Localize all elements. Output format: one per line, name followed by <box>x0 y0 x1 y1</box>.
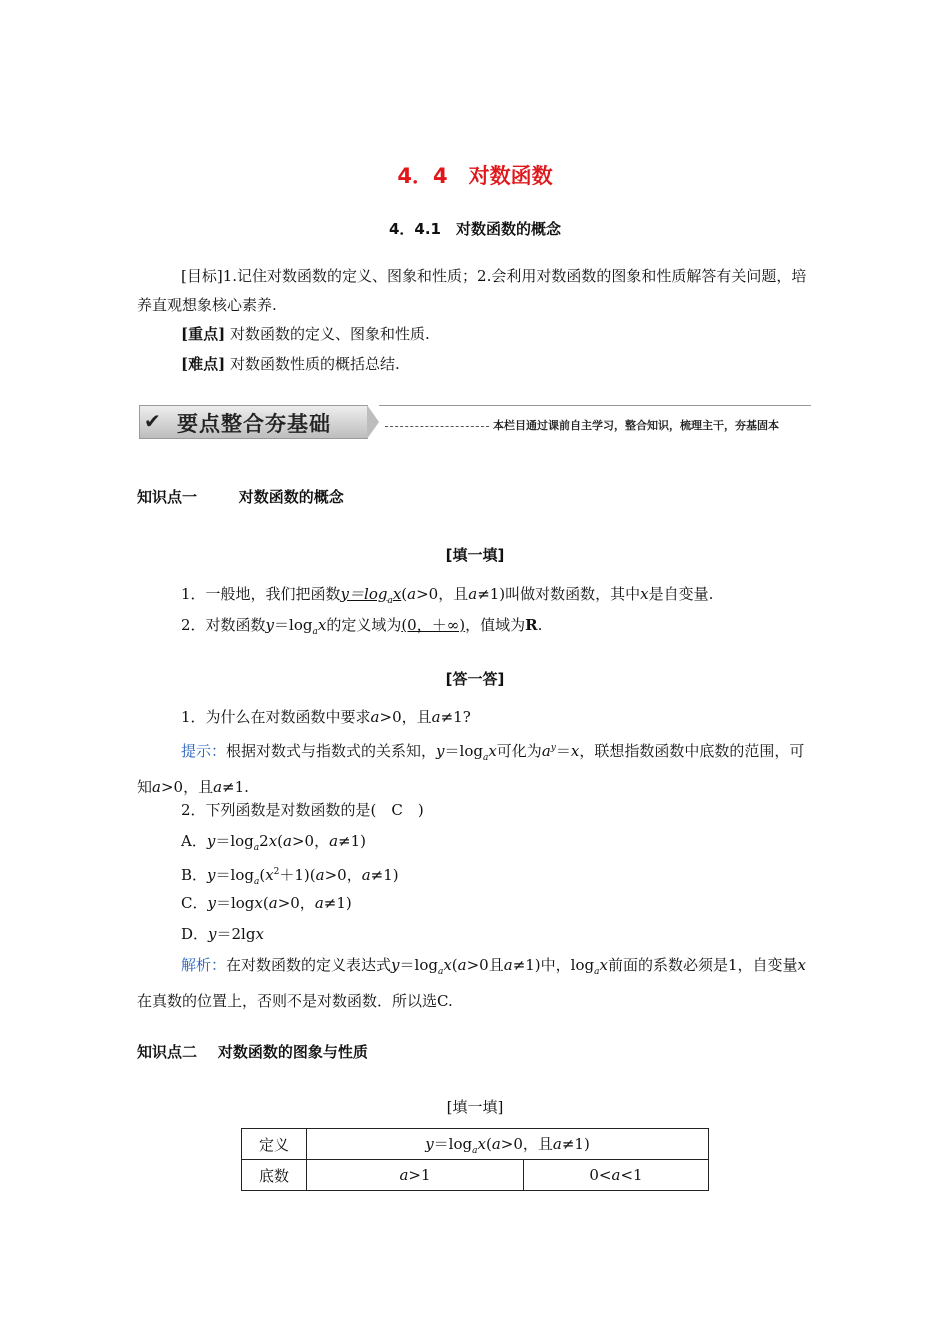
text: a <box>283 832 292 850</box>
table-cell-definition <box>307 1129 709 1160</box>
text: >0，且 <box>500 1134 553 1153</box>
text: y <box>207 894 216 912</box>
kp2-fill-heading: [填一填] <box>446 1098 504 1116</box>
text: ＝2lg <box>216 925 256 943</box>
text: a <box>361 866 371 884</box>
text: ( <box>259 866 266 884</box>
text: y <box>265 616 275 634</box>
text: a <box>552 1134 562 1153</box>
text: ≠1. <box>222 778 249 796</box>
table-cell-base-gt-1 <box>307 1160 524 1191</box>
text: x <box>599 956 608 974</box>
text: y <box>208 925 217 943</box>
text: ( <box>262 894 269 912</box>
blank-answer <box>340 585 402 606</box>
text: ＝log <box>444 742 483 760</box>
option-label: D． <box>181 925 209 943</box>
subscript: a <box>482 753 489 763</box>
text: x <box>797 956 806 974</box>
text: ( <box>451 956 458 974</box>
text: 是自变量. <box>648 585 714 603</box>
text: y＝log <box>340 585 388 603</box>
text: x <box>268 832 278 850</box>
text: ≠1) <box>338 832 367 850</box>
text: 根据对数式与指数式的关系知， <box>226 742 437 760</box>
superscript: 2 <box>273 867 280 877</box>
text: ≠1)叫做对数函数，其中 <box>477 585 641 603</box>
text: >0， <box>277 894 315 912</box>
text: y <box>436 742 445 760</box>
question-2: 2．下列函数是对数函数的是( C ) <box>181 801 424 819</box>
text: >0，且 <box>416 585 469 603</box>
text: a <box>541 742 551 760</box>
banner-rule <box>379 405 811 406</box>
text: ＋1)( <box>279 866 316 884</box>
analysis-label: 解析： <box>181 956 227 974</box>
text: <1 <box>620 1166 643 1184</box>
text: a <box>399 1166 409 1184</box>
superscript: y <box>550 743 556 753</box>
question-1 <box>137 703 813 732</box>
option-c <box>137 889 813 918</box>
text: 的定义域为 <box>326 616 402 634</box>
text: y <box>391 956 400 974</box>
text: ( <box>401 585 408 603</box>
text: a <box>503 956 513 974</box>
option-d <box>137 920 813 949</box>
text: 0< <box>589 1166 612 1184</box>
knowledge-point-2-heading <box>137 1041 368 1062</box>
text: ( <box>277 832 284 850</box>
banner-note: 本栏目通过课前自主学习，整合知识，梳理主干，夯基固本 <box>493 419 779 432</box>
text: >0，且 <box>379 708 432 726</box>
check-icon: ✔ <box>144 409 161 433</box>
text: x <box>254 894 263 912</box>
table-row <box>242 1129 709 1160</box>
text: y <box>425 1134 434 1153</box>
text: ＝log <box>215 832 254 850</box>
text: 1．为什么在对数函数中要求 <box>181 708 371 726</box>
kp2-number: 知识点二 <box>137 1043 198 1061</box>
text: ，值域为 <box>465 616 526 634</box>
table-cell-label: 定义 <box>242 1129 307 1160</box>
text: ＝log <box>215 894 255 912</box>
text: 1．一般地，我们把函数 <box>181 585 341 603</box>
text: x <box>443 956 452 974</box>
text: ≠1)中，log <box>512 956 595 974</box>
table-cell-label: 底数 <box>242 1160 307 1191</box>
goal-diff-label: [难点] <box>181 355 226 373</box>
goal-difficulty <box>137 350 813 379</box>
option-label: A． <box>181 832 207 850</box>
text: y <box>206 832 216 850</box>
text: ≠1) <box>370 866 399 884</box>
text: ≠1) <box>323 894 352 912</box>
subscript: a <box>253 843 260 853</box>
kp1-fill-heading: [填一填] <box>445 546 505 564</box>
page-title: 4．4 对数函数 <box>397 164 553 188</box>
subscript: a <box>387 596 393 606</box>
subscript: a <box>437 967 444 977</box>
text: x <box>255 925 264 943</box>
text: ＝log <box>433 1134 473 1153</box>
text: . <box>537 616 543 634</box>
text: ≠1) <box>561 1134 590 1153</box>
properties-table <box>241 1128 709 1191</box>
goal-key <box>137 320 813 349</box>
text: a <box>152 778 161 796</box>
text: >0，且 <box>160 778 214 796</box>
text: ＝log <box>274 616 313 634</box>
text: ≠1? <box>440 708 471 726</box>
table-row <box>242 1160 709 1191</box>
text: x <box>488 742 497 760</box>
goal-target <box>137 262 813 320</box>
text: >0且 <box>466 956 504 974</box>
text: a <box>314 894 324 912</box>
text: ＝log <box>215 866 254 884</box>
goal-target-text: 1.记住对数函数的定义、图象和性质；2.会利用对数函数的图象和性质解答有关问题，培养直观想象核心素养. <box>137 267 807 314</box>
goal-target-label: [目标] <box>181 267 223 285</box>
text: a <box>370 708 380 726</box>
hint-label: 提示： <box>181 742 227 760</box>
goal-key-label: [重点] <box>181 325 226 343</box>
text: ( <box>485 1134 492 1153</box>
text: a <box>315 866 325 884</box>
subscript: a <box>472 1145 478 1156</box>
section-subtitle: 4．4.1 对数函数的概念 <box>388 220 561 238</box>
text: a <box>407 585 417 603</box>
goal-diff-text: 对数函数性质的概括总结. <box>229 355 400 373</box>
text: a <box>491 1134 501 1153</box>
text: a <box>431 708 441 726</box>
banner-label: 要点整合夯基础 <box>177 412 331 436</box>
blank-answer: (0，＋∞) <box>401 616 466 634</box>
section-banner <box>139 405 811 439</box>
text: x <box>392 585 402 603</box>
subscript: a <box>312 627 318 637</box>
knowledge-point-1-heading <box>137 486 344 507</box>
table-cell-base-lt-1 <box>524 1160 709 1191</box>
text: x <box>640 585 649 603</box>
text: ＝ <box>555 742 571 760</box>
text: 在对数函数的定义表达式 <box>226 956 392 974</box>
goal-key-text: 对数函数的定义、图象和性质. <box>229 325 430 343</box>
text: x <box>477 1134 486 1153</box>
kp1-qa-heading: [答一答] <box>445 670 505 688</box>
text: 前面的系数必须是1，自变量 <box>607 956 798 974</box>
banner-arrow <box>367 405 379 439</box>
text: x <box>570 742 580 760</box>
analysis-paragraph <box>137 951 813 1016</box>
text: a <box>329 832 339 850</box>
text: >0， <box>324 866 362 884</box>
text: a <box>213 778 223 796</box>
kp1-title: 对数函数的概念 <box>238 488 344 506</box>
kp1-number: 知识点一 <box>137 488 198 506</box>
text: a <box>268 894 278 912</box>
text: 2 <box>259 832 269 850</box>
text: a <box>468 585 478 603</box>
text: 在真数的位置上，否则不是对数函数．所以选C. <box>137 992 453 1010</box>
kp2-title: 对数函数的图象与性质 <box>217 1043 368 1061</box>
text: 2．对数函数 <box>181 616 266 634</box>
text: x <box>265 866 274 884</box>
text: R <box>525 616 538 634</box>
text: x <box>317 616 327 634</box>
banner-dashed-rule <box>385 426 489 427</box>
text: 可化为 <box>496 742 542 760</box>
text: ＝log <box>399 956 438 974</box>
hint-paragraph <box>137 734 813 802</box>
text: ，联想指数函数中底数的范围，可知 <box>137 742 805 796</box>
text: a <box>457 956 467 974</box>
subscript: a <box>253 877 260 887</box>
text: a <box>611 1166 621 1184</box>
subscript: a <box>594 967 600 977</box>
text: >1 <box>408 1166 431 1184</box>
option-label: B． <box>181 866 208 884</box>
option-label: C． <box>181 894 208 912</box>
text: >0， <box>291 832 330 850</box>
text: y <box>207 866 216 884</box>
kp1-fill-item-2 <box>137 611 813 647</box>
